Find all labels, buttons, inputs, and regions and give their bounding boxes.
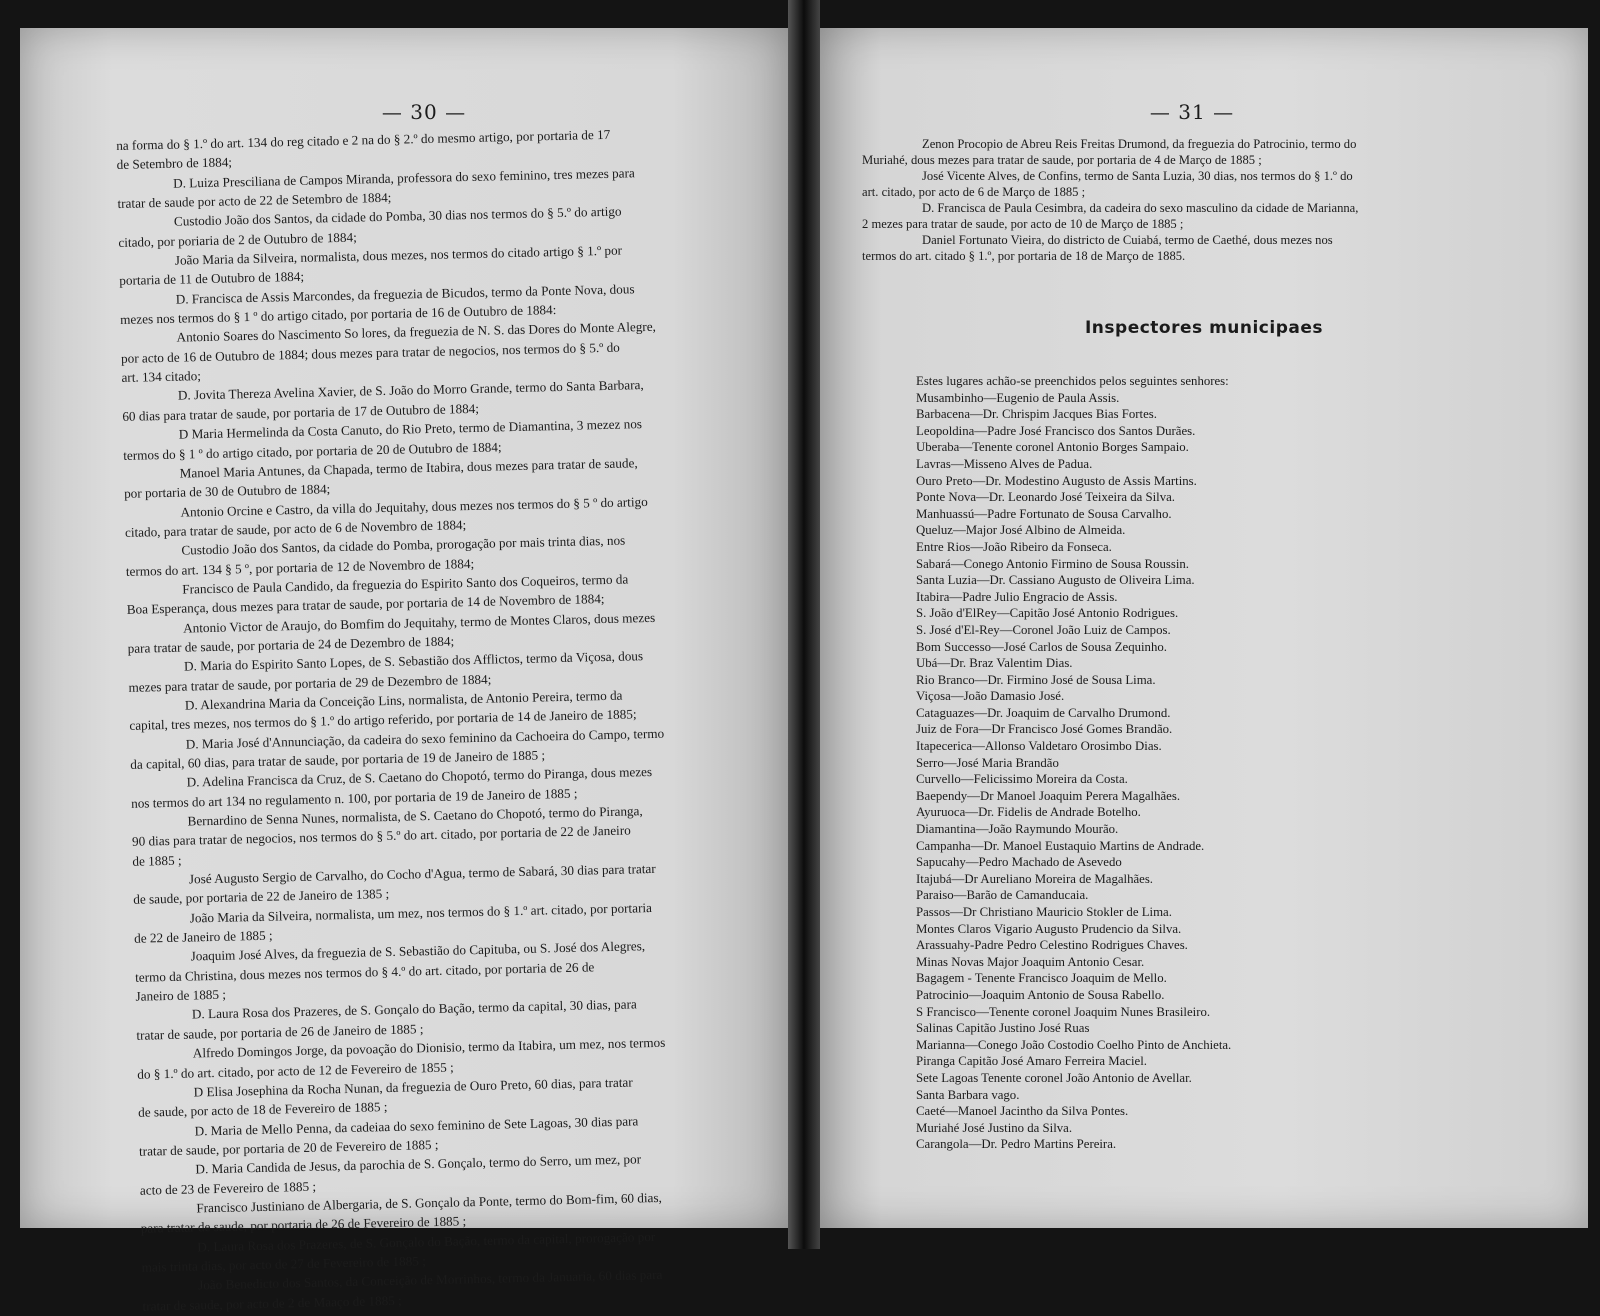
- text-line: art. citado, por acto de 6 de Março de 1885 ;: [862, 185, 1086, 199]
- text-line: D Elisa Josephina da Rocha Nunan, da freguezia de Ouro Preto, 60 dias, para tratar: [193, 1074, 633, 1100]
- text-line: José Vicente Alves, de Confins, termo de Santa Luzia, 30 dias, nos termos do § 1.º do: [922, 169, 1353, 183]
- list-item: Salinas Capitão Justino José Ruas: [916, 1021, 1090, 1036]
- list-item: Baependy—Dr Manoel Joaquim Perera Magalhães.: [916, 788, 1181, 803]
- list-item: Sapucahy—Pedro Machado de Asevedo: [916, 855, 1122, 870]
- text-line: Antonio Soares do Nascimento So lores, da freguezia de N. S. das Dores do Monte Alegre,: [176, 319, 657, 346]
- text-line: D. Alexandrina Maria da Conceição Lins, normalista, de Antonio Pereira, termo da: [184, 687, 623, 713]
- text-line: na forma do § 1.º do art. 134 do reg citado e 2 na do § 2.º do mesmo artigo, por portaria de 17: [116, 126, 611, 153]
- inspectors-list: [916, 373, 1376, 1153]
- right-page-body: [862, 136, 1462, 264]
- text-line: de saude, por portaria de 22 de Janeiro de 1385 ;: [133, 886, 390, 908]
- list-item: Sete Lagoas Tenente coronel João Antonio de Avellar.: [916, 1070, 1192, 1085]
- left-page: [20, 28, 788, 1314]
- list-item: Montes Claros Vigario Augusto Prudencio da Silva.: [916, 921, 1182, 936]
- text-line: Daniel Fortunato Vieira, do districto de Cuiabá, termo de Caethé, dous mezes nos: [922, 233, 1333, 247]
- text-line: de 1885 ;: [132, 852, 182, 869]
- text-line: de 22 de Janeiro de 1885 ;: [134, 927, 273, 946]
- text-line: Boa Esperança, dous mezes para tratar de saude, por portaria de 14 de Novembro de 1884;: [126, 591, 605, 618]
- text-line: da capital, 60 dias, para tratar de saude, por portaria de 19 de Janeiro de 1885 ;: [130, 747, 546, 772]
- list-intro: Estes lugares achão-se preenchidos pelos seguintes senhores:: [916, 374, 1229, 388]
- text-line: D. Maria Candida de Jesus, da parochia de S. Gonçalo, termo do Serro, um mez, por: [195, 1151, 642, 1177]
- list-item: Bagagem - Tenente Francisco Joaquim de Mello.: [916, 971, 1167, 986]
- list-item: Itapecerica—Allonso Valdetaro Orosimbo Dias.: [916, 739, 1162, 754]
- text-line: João Maria da Silveira, normalista, um mez, nos termos do § 1.º art. citado, por portaria: [189, 899, 653, 926]
- text-line: Antonio Orcine e Castro, da villa do Jequitahy, dous mezes nos termos do § 5 º do artigo: [180, 493, 648, 520]
- section-title: Inspectores municipaes: [1084, 318, 1324, 338]
- text-line: Janeiro de 1885 ;: [135, 986, 227, 1004]
- list-item: Juiz de Fora—Dr Francisco José Gomes Brandão.: [916, 722, 1173, 737]
- text-line: D. Francisca de Assis Marcondes, da freguezia de Bicudos, termo da Ponte Nova, dous: [175, 281, 635, 307]
- text-line: citado, para tratar de saude, por acto de 6 de Novembro de 1884;: [124, 517, 467, 540]
- list-item: Caeté—Manoel Jacintho da Silva Pontes.: [916, 1104, 1129, 1119]
- list-item: Curvello—Felicissimo Moreira da Costa.: [916, 772, 1128, 787]
- list-item: Ponte Nova—Dr. Leonardo José Teixeira da Silva.: [916, 490, 1176, 505]
- text-line: D. Laura Rosa dos Prazeres, de S. Gonçalo do Bação, termo da capital, 30 dias, para: [191, 996, 637, 1022]
- list-item: Itajubá—Dr Aureliano Moreira de Magalhães.: [916, 871, 1154, 886]
- list-item: Bom Successo—José Carlos de Sousa Zequinho.: [916, 639, 1167, 654]
- text-line: de Setembro de 1884;: [116, 154, 233, 173]
- text-line: D. Luiza Presciliana de Campos Miranda, professora do sexo feminino, tres mezes para: [172, 164, 635, 191]
- text-line: do § 1.º do art. citado, por acto de 12 de Fevereiro de 1855 ;: [137, 1059, 454, 1082]
- text-line: Muriahé, dous mezes para tratar de saude, por portaria de 4 de Março de 1885 ;: [862, 153, 1262, 167]
- text-line: nos termos do art 134 no regulamento n. 100, por portaria de 19 de Janeiro de 1885 ;: [130, 785, 578, 811]
- page-number-left: — 30 —: [381, 100, 467, 124]
- text-line: de saude, por acto de 18 de Fevereiro de 1885 ;: [137, 1099, 388, 1120]
- text-line: citado, por poriaria de 2 de Outubro de 1884;: [118, 229, 357, 250]
- text-line: D. Francisca de Paula Cesimbra, da cadeira do sexo masculino da cidade de Marianna,: [922, 201, 1359, 215]
- text-line: Custodio João dos Santos, da cidade do Pomba, 30 dias nos termos do § 5.º do artigo: [173, 203, 622, 230]
- right-page: [820, 28, 1588, 1228]
- text-line: João Maria da Silveira, normalista, dous mezes, nos termos do citado artigo § 1.º por: [174, 242, 623, 268]
- text-line: D. Maria José d'Annunciação, da cadeira do sexo feminino da Cachoeira do Campo, termo: [185, 725, 665, 752]
- text-line: por acto de 16 de Outubro de 1884; dous mezes para tratar de negocios, nos termos do § 5.º do: [120, 339, 620, 366]
- text-line: Alfredo Domingos Jorge, da povoação do Dionisio, termo da Itabira, um mez, nos termos: [192, 1034, 666, 1061]
- book-gutter: [788, 0, 820, 1249]
- text-line: Antonio Victor de Araujo, do Bomfim do Jequitahy, termo de Montes Claros, dous mezes: [183, 609, 656, 636]
- text-line: D. Maria de Mello Penna, da cadeiaa do sexo feminino de Sete Lagoas, 30 dias para: [194, 1112, 639, 1139]
- text-line: acto de 23 de Fevereiro de 1885 ;: [139, 1178, 317, 1198]
- list-item: Viçosa—João Damasio José.: [916, 689, 1065, 704]
- list-item: Queluz—Major José Albino de Almeida.: [916, 523, 1126, 538]
- text-line: termos do § 1 º do artigo citado, por portaria de 20 de Outubro de 1884;: [123, 438, 502, 463]
- text-line: D Maria Hermelinda da Costa Canuto, do Rio Preto, termo de Diamantina, 3 mezez nos: [178, 416, 643, 442]
- list-item: Cataguazes—Dr. Joaquim de Carvalho Drumond.: [916, 705, 1171, 720]
- text-line: mezes nos termos do § 1 º do artigo citado, por portaria de 16 de Outubro de 1884:: [119, 302, 557, 328]
- list-item: Ouro Preto—Dr. Modestino Augusto de Assis Martins.: [916, 473, 1197, 488]
- list-item: Patrocinio—Joaquim Antonio de Sousa Rabello.: [916, 987, 1165, 1002]
- text-line: Custodio João dos Santos, da cidade do Pomba, prorogação por mais trinta dias, nos: [181, 532, 626, 558]
- text-line: Francisco de Paula Candido, da freguezia do Espirito Santo dos Coqueiros, termo da: [182, 571, 629, 597]
- list-item: Sabará—Conego Antonio Firmino de Sousa Roussin.: [916, 556, 1189, 571]
- list-item: Uberaba—Tenente coronel Antonio Borges Sampaio.: [916, 440, 1189, 455]
- text-line: termos do art. citado § 1.º, por portaria de 18 de Março de 1885.: [862, 249, 1186, 263]
- text-line: Bernardino de Senna Nunes, normalista, de S. Caetano do Chopotó, termo do Piranga,: [187, 803, 643, 829]
- text-line: D. Laura Rosa dos Prazeres, de S. Gonçalo do Bação, termo da capital, prorogação por: [197, 1228, 656, 1255]
- left-page-body: [116, 122, 773, 1316]
- list-item: Marianna—Conego João Costodio Coelho Pinto de Anchieta.: [916, 1037, 1232, 1052]
- list-item: Passos—Dr Christiano Mauricio Stokler de Lima.: [916, 905, 1172, 919]
- list-item: Muriahé José Justino da Silva.: [916, 1120, 1073, 1135]
- list-item: Carangola—Dr. Pedro Martins Pereira.: [916, 1137, 1117, 1152]
- list-item: Paraiso—Barão de Camanducaia.: [916, 888, 1089, 903]
- list-item: Leopoldina—Padre José Francisco dos Santos Durães.: [916, 423, 1196, 438]
- list-item: Diamantina—João Raymundo Mourão.: [916, 822, 1119, 837]
- list-item: Rio Branco—Dr. Firmino José de Sousa Lima.: [916, 672, 1156, 687]
- text-line: tratar de saude, por portaria de 26 de Janeiro de 1885 ;: [136, 1021, 424, 1043]
- list-item: Serro—José Maria Brandão: [916, 755, 1059, 770]
- list-item: Ayuruoca—Dr. Fidelis de Andrade Botelho.: [916, 805, 1141, 820]
- text-line: para tratar de saude, por portaria de 26 de Fevereiro de 1885 ;: [140, 1213, 467, 1236]
- list-item: Campanha—Dr. Manoel Eustaquio Martins de Andrade.: [916, 838, 1205, 853]
- text-line: Joaquim José Alves, da freguezia de S. Sebastião do Capituba, ou S. José dos Alegres,: [190, 938, 646, 964]
- text-line: para tratar de saude, por portaria de 24 de Dezembro de 1884;: [127, 633, 455, 656]
- list-item: Musambinho—Eugenio de Paula Assis.: [916, 390, 1120, 405]
- list-item: Lavras—Misseno Alves de Padua.: [916, 456, 1093, 471]
- text-line: Francisco Justiniano de Albergaria, de S. Gonçalo da Ponte, termo do Bom-fim, 60 dias,: [196, 1189, 663, 1216]
- text-line: D. Jovita Thereza Avelina Xavier, de S. João do Morro Grande, termo do Santa Barbara,: [177, 377, 644, 404]
- text-line: mezes para tratar de saude, por portaria de 29 de Dezembro de 1884;: [128, 671, 492, 695]
- list-item: Barbacena—Dr. Chrispim Jacques Bias Fortes.: [916, 407, 1157, 422]
- list-item: Arassuahy-Padre Pedro Celestino Rodrigues Chaves.: [916, 938, 1188, 953]
- text-line: art. 134 citado;: [121, 368, 202, 386]
- list-item: Ubá—Dr. Braz Valentim Dias.: [916, 656, 1073, 671]
- list-item: Minas Novas Major Joaquim Antonio Cesar.: [916, 954, 1145, 969]
- text-line: José Augusto Sergio de Carvalho, do Cocho d'Agua, termo de Sabará, 30 dias para tratar: [188, 861, 656, 887]
- list-item: Itabira—Padre Julio Engracio de Assis.: [916, 589, 1118, 604]
- page-number-right: — 31 —: [1149, 100, 1235, 124]
- list-item: Manhuassú—Padre Fortunato de Sousa Carvalho.: [916, 506, 1172, 521]
- list-item: S. João d'ElRey—Capitão José Antonio Rodrigues.: [916, 606, 1179, 621]
- list-item: Santa Luzia—Dr. Cassiano Augusto de Oliveira Lima.: [916, 573, 1195, 588]
- text-line: termo da Christina, dous mezes nos termos do § 4.º do art. citado, por portaria de 26 de: [134, 959, 595, 985]
- text-line: D. Maria do Espirito Santo Lopes, de S. Sebastião dos Afflictos, termo da Viçosa, dous: [183, 648, 644, 674]
- text-line: tratar de saude por acto de 22 de Setembro de 1884;: [117, 189, 392, 212]
- text-line: tratar de saude, por acto de 2 de Maaço de 1885 ;: [142, 1292, 402, 1314]
- text-line: tratar de saude, por portaria de 20 de Fevereiro de 1885 ;: [138, 1136, 439, 1159]
- text-line: 90 dias para tratar de negocios, nos termos do § 5.º do art. citado, por portaria de 22 de Janeiro: [131, 822, 631, 850]
- text-line: termos do art. 134 § 5 º, por portaria de 12 de Novembro de 1884;: [125, 555, 475, 579]
- text-line: mais trinta dias, por acto de 27 de Fevereiro de 1885 ;: [141, 1253, 426, 1275]
- text-line: capital, tres mezes, nos termos do § 1.º do artigo referido, por portaria de 14 de Janeiro de 1885;: [129, 706, 637, 734]
- text-line: por portaria de 30 de Outubro de 1884;: [123, 481, 331, 502]
- list-item: S. José d'El-Rey—Coronel João Luiz de Campos.: [916, 622, 1171, 637]
- text-line: 60 dias para tratar de saude, por portaria de 17 de Outubro de 1884;: [122, 400, 480, 424]
- list-item: Piranga Capitão José Amaro Ferreira Maciel.: [916, 1054, 1147, 1069]
- text-line: João Benedicto dos Santos, da Conceição de Morrinhos, termo da Januaria, 60 dias para: [197, 1267, 663, 1293]
- list-item: Santa Barbara vago.: [916, 1087, 1020, 1102]
- text-line: Manoel Maria Antunes, da Chapada, termo de Itabira, dous mezes para tratar de saude,: [179, 455, 638, 481]
- text-line: portaria de 11 de Outubro de 1884;: [119, 269, 305, 289]
- list-item: Entre Rios—João Ribeiro da Fonseca.: [916, 539, 1112, 554]
- text-line: Zenon Procopio de Abreu Reis Freitas Drumond, da freguezia do Patrocinio, termo do: [922, 137, 1357, 151]
- text-line: D. Adelina Francisca da Cruz, de S. Caetano do Chopotó, termo do Piranga, dous mezes: [186, 764, 653, 790]
- text-line: 2 mezes para tratar de saude, por acto de 10 de Março de 1885 ;: [862, 217, 1184, 231]
- list-item: S Francisco—Tenente coronel Joaquim Nunes Brasileiro.: [916, 1004, 1211, 1019]
